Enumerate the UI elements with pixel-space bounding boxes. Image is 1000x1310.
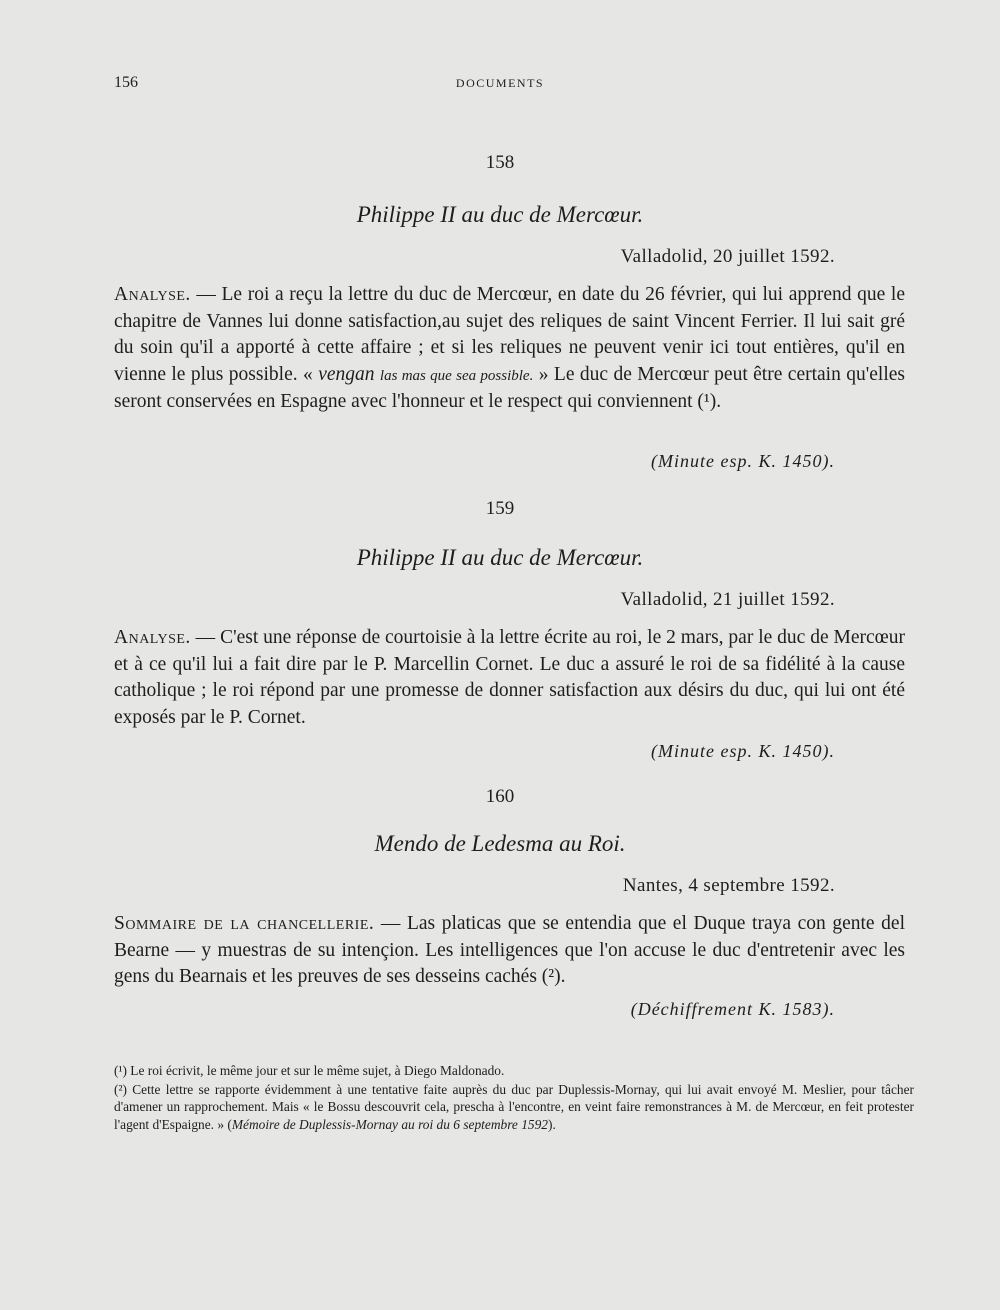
analysis-text: . [716, 391, 722, 412]
doc-158-place-date: Valladolid, 20 juillet 1592. [620, 246, 835, 267]
summary-text: . [560, 966, 566, 987]
analysis-label: Analyse. [114, 627, 191, 648]
doc-160-summary [114, 911, 905, 991]
footnote-1: (¹) Le roi écrivit, le même jour et sur le même sujet, à Diego Maldonado. [114, 1063, 505, 1078]
footnote-2-citation: Mémoire de Duplessis-Mornay au roi du 6 septembre 1592 [231, 1116, 548, 1132]
doc-158-number: 158 [485, 152, 515, 173]
doc-159-place-date: Valladolid, 21 juillet 1592. [620, 589, 835, 610]
doc-160-place-date: Nantes, 4 septembre 1592. [622, 875, 835, 896]
doc-160-heading: Mendo de Ledesma au Roi. [374, 831, 626, 856]
doc-159-analysis [114, 625, 905, 731]
footnote-2-text: ). [548, 1116, 556, 1132]
analysis-label: Analyse. [114, 284, 191, 305]
analysis-text: — Le roi a reçu la lettre du duc de Mercœur, en date du 26 février, qui lui apprend que le chapitre de Vannes lui donne satisfaction,au sujet des reliques de saint Vincent Ferrier. Il lui sait gré du soin qu'il a apporté à cette affaire ; et si les reliques ne peuvent venir ici tout entières, qu'il en vienne le plus possible. « [114, 284, 905, 385]
doc-158-analysis [114, 282, 905, 416]
spanish-quote: vengan [318, 363, 375, 385]
spanish-quote: las mas que sea possible. [379, 367, 534, 384]
footnote-2-text: (²) Cette lettre se rapporte évidemment à une tentative faite auprès du duc par Duplessis-Mornay, qui lui avait envoyé M. Meslier, pour tâcher d'amener un rapprochement. Mais « le Bossu descouvrit cela, prescha à l'encontre, en veint faire remonstrances à M. de Mercœur, en feit protester l'agent d'Espaigne. » ( [114, 1081, 914, 1132]
footnote-ref: (²) [541, 966, 561, 987]
doc-159-number: 159 [485, 498, 515, 519]
analysis-text: » Le duc de Mercœur peut être certain qu'elles seront conservées en Espagne avec l'honneur et le respect qui conviennent [114, 363, 905, 412]
doc-159-source: (Minute esp. K. 1450). [651, 741, 835, 761]
page-number: 156 [114, 74, 138, 91]
doc-158-source: (Minute esp. K. 1450). [651, 451, 835, 471]
footnotes [114, 1062, 914, 1134]
doc-158-heading: Philippe II au duc de Mercœur. [356, 202, 644, 227]
footnote-2 [114, 1081, 914, 1134]
analysis-text: — C'est une réponse de courtoisie à la lettre écrite au roi, le 2 mars, par le duc de Mercœur et à ce qu'il lui a fait dire par le P. Marcellin Cornet. Le duc a assuré le roi de sa fidélité à la cause catholique ; le roi répond par une promesse de donner satisfaction aux désirs du duc, qui lui ont été exposés par le P. Cornet. [114, 627, 905, 728]
summary-text: — Las platicas que se entendia que el Duque traya con gente del Bearne — y muestras de su intençion. Les intelligences que l'on accuse le duc d'entretenir avec les gens du Bearnais et les preuves de ses desseins cachés [114, 913, 905, 987]
footnote-ref: (¹) [697, 391, 717, 412]
running-title: DOCUMENTS [455, 76, 545, 90]
summary-label: Sommaire de la chancellerie. [114, 913, 375, 934]
doc-160-source: (Déchiffrement K. 1583). [630, 999, 835, 1019]
doc-159-heading: Philippe II au duc de Mercœur. [356, 545, 644, 570]
doc-160-number: 160 [485, 786, 515, 807]
running-header [114, 74, 886, 98]
